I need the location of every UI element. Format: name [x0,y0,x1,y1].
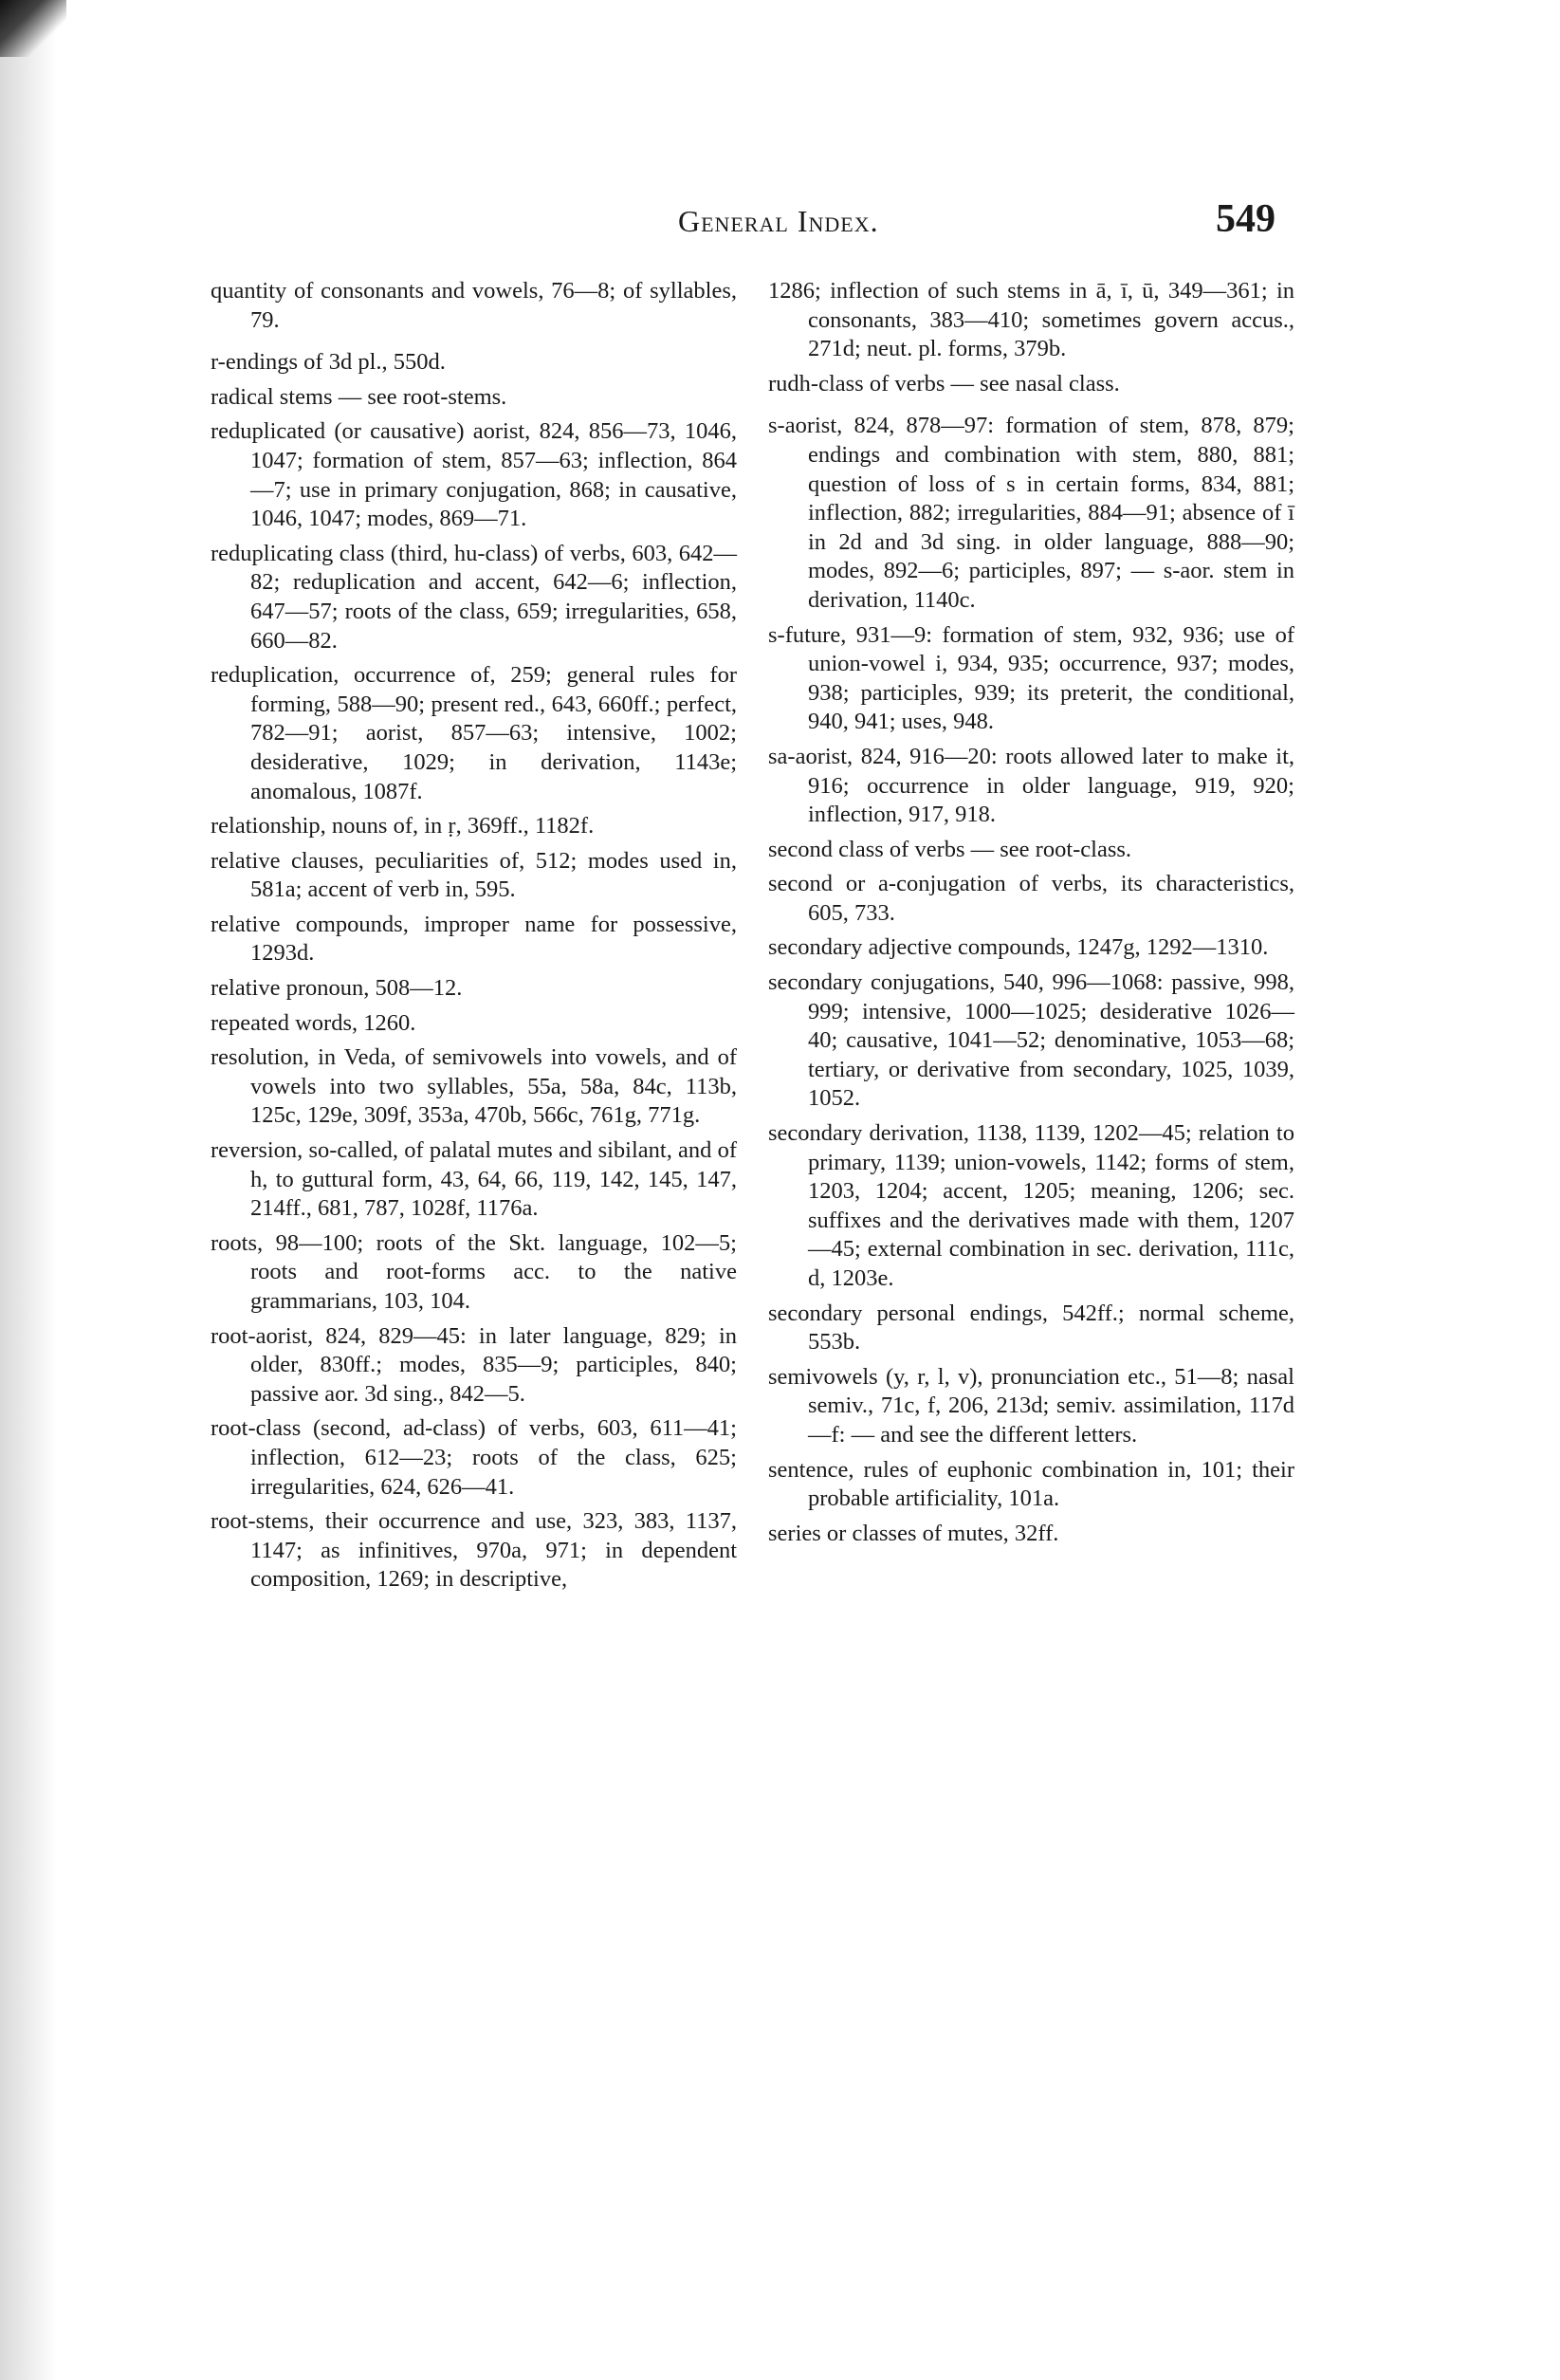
index-entry: roots, 98—100; roots of the Skt. language, 102—5; roots and root-forms acc. to the native grammarians, 103, 104. [211,1229,737,1314]
index-entry: quantity of consonants and vowels, 76—8; of syllables, 79. [211,278,737,333]
index-entry: resolution, in Veda, of semivowels into vowels, and of vowels into two syllables, 55a, 58a, 84c, 113b, 125c, 129e, 309f, 353a, 470b, 566c, 761g, 771g. [211,1044,737,1129]
index-entry: series or classes of mutes, 32ff. [768,1520,1059,1546]
index-entry: rudh-class of verbs — see nasal class. [768,370,1120,397]
index-entry: relationship, nouns of, in ṛ, 369ff., 1182f. [211,813,595,839]
index-entry: s-aorist, 824, 878—97: formation of stem, 878, 879; endings and combination with stem, 880, 881; question of loss of s in certain forms, 834, 881; inflection, 882; irregularities, 884—91; absence of ī in 2d and 3d sing. in older language, 888—90; modes, 892—6; participles, 897; — s-aor. stem in derivation, 1140c. [768,413,1294,613]
running-title: General Index. [678,204,879,238]
index-entry: relative compounds, improper name for possessive, 1293d. [211,911,737,967]
index-entry: relative pronoun, 508—12. [211,975,463,1002]
index-entry: secondary derivation, 1138, 1139, 1202—45; relation to primary, 1139; union-vowels, 1142; forms of stem, 1203, 1204; accent, 1205; meaning, 1206; sec. suffixes and the derivatives made with them, 1207—45; external combination in sec. derivation, 111c, d, 1203e. [768,1120,1294,1291]
index-entry: 1286; inflection of such stems in ā, ī, ū, 349—361; in consonants, 383—410; sometimes govern accus., 271d; neut. pl. forms, 379b. [768,278,1294,362]
page-corner-shadow [0,0,66,57]
index-entry: secondary adjective compounds, 1247g, 1292—1310. [768,934,1269,961]
running-head [213,194,1276,251]
index-entry: sa-aorist, 824, 916—20: roots allowed later to make it, 916; occurrence in older language, 919, 920; inflection, 917, 918. [768,743,1294,828]
index-entry: root-aorist, 824, 829—45: in later language, 829; in older, 830ff.; modes, 835—9; participles, 840; passive aor. 3d sing., 842—5. [211,1322,737,1407]
index-entry: reduplication, occurrence of, 259; general rules for forming, 588—90; present red., 643, 660ff.; perfect, 782—91; aorist, 857—63; intensive, 1002; desiderative, 1029; in derivation, 1143e; anomalous, 1087f. [211,662,737,804]
page-edge-shadow [0,0,57,2380]
index-entry: root-stems, their occurrence and use, 323, 383, 1137, 1147; as infinitives, 970a, 971; in dependent composition, 1269; in descriptive, [211,1508,737,1593]
index-entry: s-future, 931—9: formation of stem, 932, 936; use of union-vowel i, 934, 935; occurrence, 937; modes, 938; participles, 939; its preterit, the conditional, 940, 941; uses, 948. [768,621,1294,735]
index-entry: reduplicated (or causative) aorist, 824, 856—73, 1046, 1047; formation of stem, 857—63; inflection, 864—7; use in primary conjugation, 868; in causative, 1046, 1047; modes, 869—71. [211,418,737,532]
index-entry: repeated words, 1260. [211,1009,416,1036]
left-column [211,277,737,1600]
index-entry: r-endings of 3d pl., 550d. [211,349,446,376]
page-number: 549 [1216,197,1276,241]
index-entry: sentence, rules of euphonic combination in, 101; their probable artificiality, 101a. [768,1456,1294,1512]
index-entry: secondary conjugations, 540, 996—1068: passive, 998, 999; intensive, 1000—1025; desiderative 1026—40; causative, 1041—52; denominative, 1053—68; tertiary, or derivative from secondary, 1025, 1039, 1052. [768,969,1294,1112]
index-entry: secondary personal endings, 542ff.; normal scheme, 553b. [768,1300,1294,1356]
right-column [768,277,1294,1554]
index-entry: radical stems — see root-stems. [211,383,507,410]
index-entry: reversion, so-called, of palatal mutes and sibilant, and of h, to guttural form, 43, 64, 66, 119, 142, 145, 147, 214ff., 681, 787, 1028f, 1176a. [211,1137,737,1222]
index-entry: reduplicating class (third, hu-class) of verbs, 603, 642—82; reduplication and accent, 642—6; inflection, 647—57; roots of the class, 659; irregularities, 658, 660—82. [211,540,737,654]
index-entry: relative clauses, peculiarities of, 512; modes used in, 581a; accent of verb in, 595. [211,847,737,903]
index-entry: root-class (second, ad-class) of verbs, 603, 611—41; inflection, 612—23; roots of the class, 625; irregularities, 624, 626—41. [211,1415,737,1500]
index-entry: second class of verbs — see root-class. [768,836,1132,862]
index-entry: second or a-conjugation of verbs, its characteristics, 605, 733. [768,871,1294,926]
index-entry: semivowels (y, r, l, v), pronunciation etc., 51—8; nasal semiv., 71c, f, 206, 213d; semiv. assimilation, 117d—f: — and see the different letters. [768,1363,1294,1448]
